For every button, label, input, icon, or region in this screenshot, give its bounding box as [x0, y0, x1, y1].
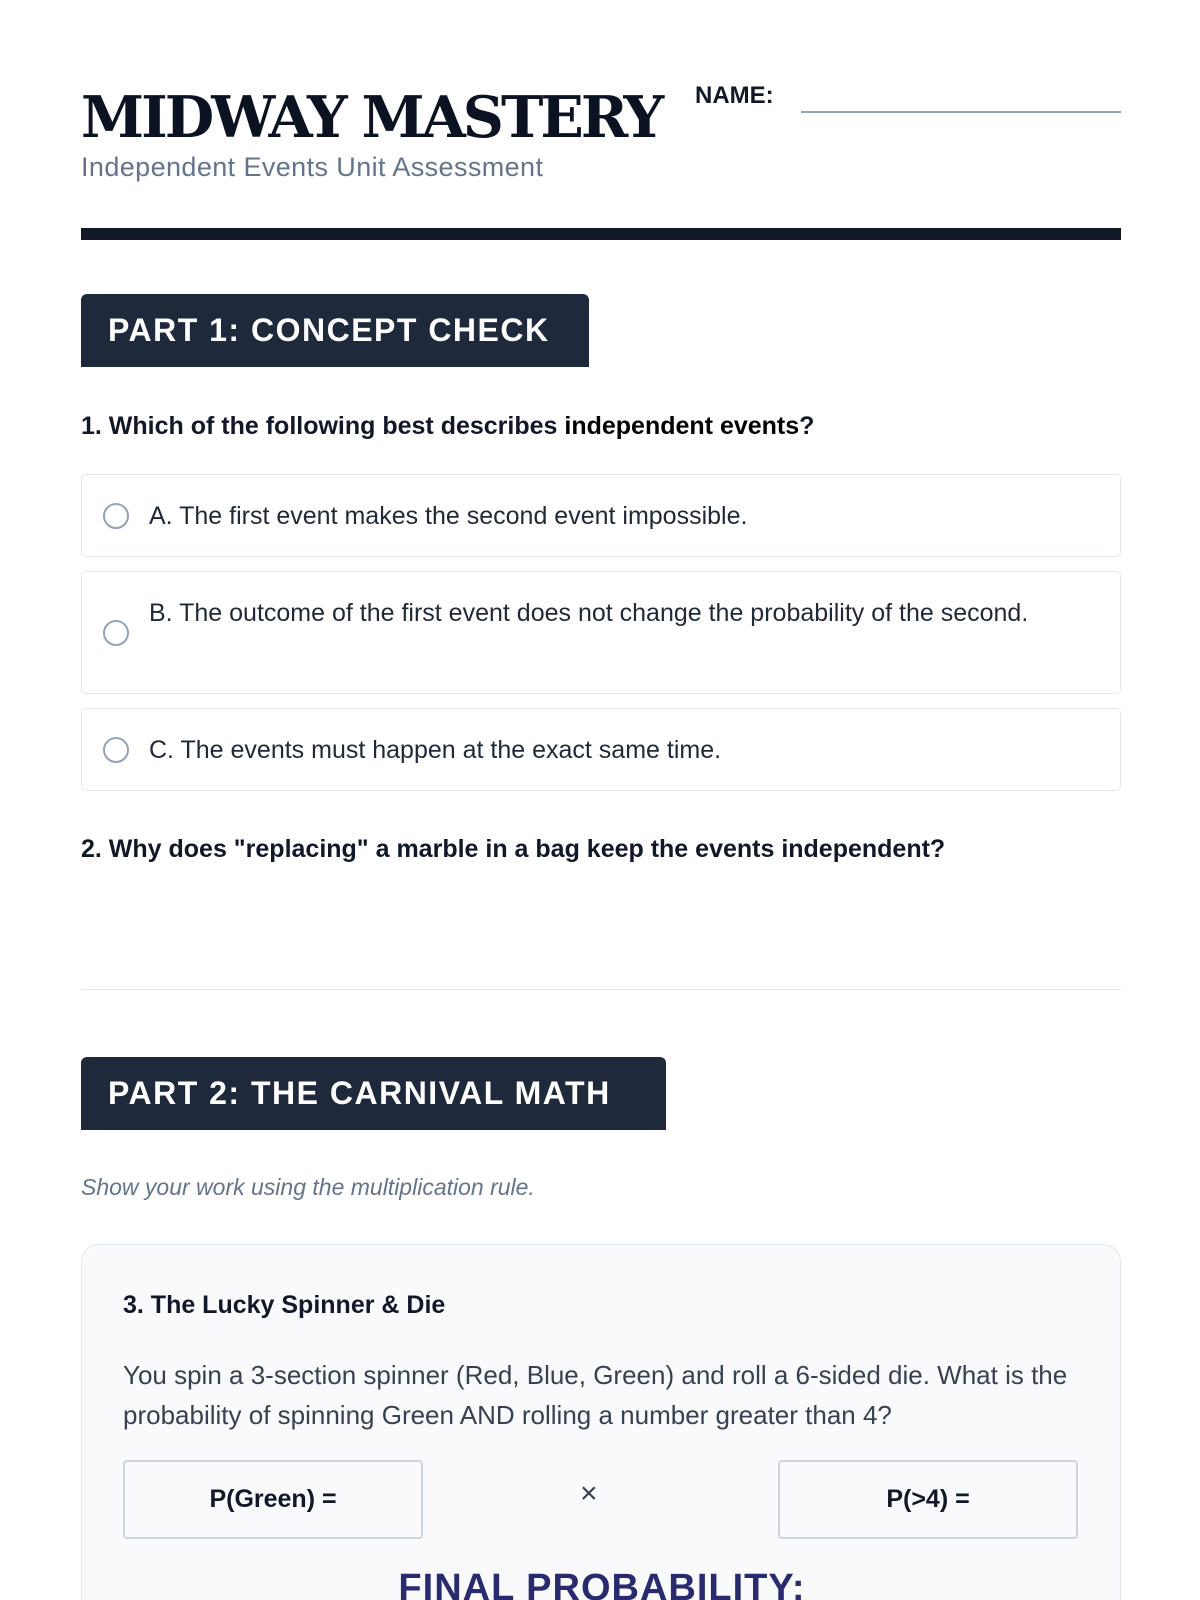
option-a-label: A. The first event makes the second event impossible. — [149, 502, 748, 530]
name-label: NAME: — [695, 82, 774, 109]
worksheet-subtitle: Independent Events Unit Assessment — [81, 152, 544, 182]
radio-icon[interactable] — [103, 503, 129, 529]
radio-icon[interactable] — [103, 620, 129, 646]
radio-icon[interactable] — [103, 737, 129, 763]
part1-banner: PART 1: CONCEPT CHECK — [81, 294, 589, 367]
question-2: 2. Why does "replacing" a marble in a bag keep the events independent? — [81, 835, 946, 863]
question-3-title: 3. The Lucky Spinner & Die — [123, 1291, 446, 1319]
question-3-body: You spin a 3-section spinner (Red, Blue, Green) and roll a 6-sided die. What is the probability of spinning Green AND rolling a number greater than 4? — [123, 1360, 1068, 1430]
question-1-emphasis: independent events — [564, 412, 800, 440]
question-3-card — [81, 1244, 1121, 1600]
option-c[interactable] — [81, 708, 1121, 791]
header-rule — [81, 228, 1121, 240]
answer-line-q2[interactable] — [81, 989, 1121, 990]
p-greater-4-box[interactable]: P(>4) = — [778, 1460, 1078, 1539]
part2-instruction: Show your work using the multiplication rule. — [81, 1174, 535, 1200]
question-1-prefix: 1. Which of the following best describes — [81, 412, 565, 440]
option-b-label: B. The outcome of the first event does not change the probability of the second. — [149, 599, 1029, 627]
final-probability-label: FINAL PROBABILITY: — [398, 1567, 806, 1600]
option-b[interactable] — [81, 571, 1121, 694]
option-a[interactable] — [81, 474, 1121, 557]
multiply-icon: × — [580, 1477, 598, 1510]
name-input-line[interactable] — [801, 111, 1121, 113]
p-green-box[interactable]: P(Green) = — [123, 1460, 423, 1539]
worksheet-header — [81, 80, 1121, 240]
question-1 — [81, 412, 814, 441]
option-c-label: C. The events must happen at the exact same time. — [149, 736, 722, 764]
part2-banner: PART 2: THE CARNIVAL MATH — [81, 1057, 666, 1130]
worksheet-title: MIDWAY MASTERY — [81, 84, 662, 151]
question-1-suffix: ? — [799, 412, 815, 440]
